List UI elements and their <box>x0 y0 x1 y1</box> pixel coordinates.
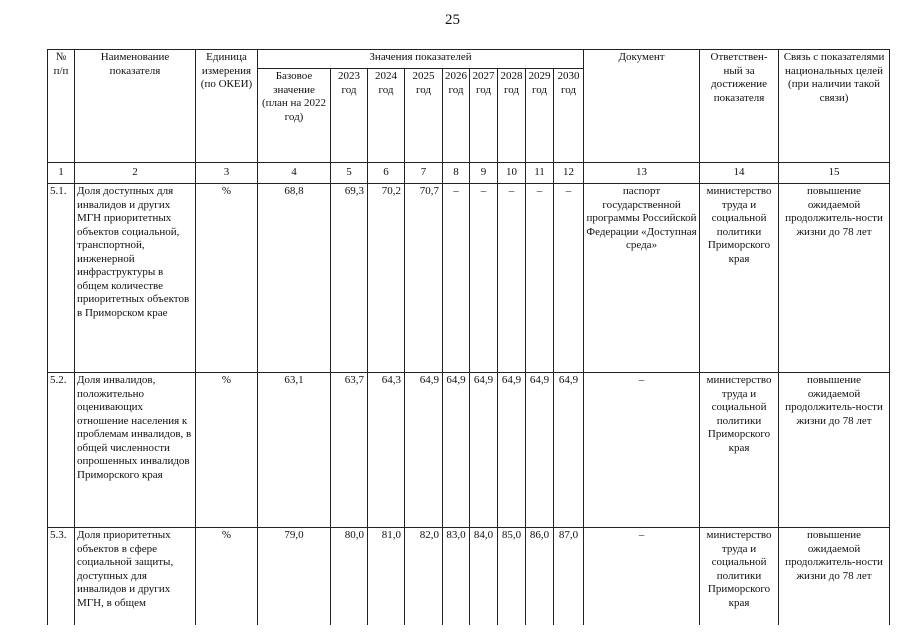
year-value: – <box>498 184 526 373</box>
indicators-table <box>47 49 890 625</box>
column-number: 10 <box>498 163 526 184</box>
row-number: 5.3. <box>48 528 75 626</box>
responsible: министерство труда и социальной политики Приморского края <box>700 184 779 373</box>
year-value: 70,7 <box>405 184 443 373</box>
base-value: 63,1 <box>258 373 331 528</box>
table-row <box>48 373 890 528</box>
national-goal-link: повышение ожидаемой продолжитель-ности жизни до 78 лет <box>779 528 890 626</box>
year-value: 69,3 <box>331 184 368 373</box>
header-year: 2023 год <box>331 69 368 163</box>
column-number: 9 <box>470 163 498 184</box>
year-value: 80,0 <box>331 528 368 626</box>
column-number: 8 <box>443 163 470 184</box>
year-value: 64,3 <box>368 373 405 528</box>
year-value: – <box>554 184 584 373</box>
indicator-unit: % <box>196 528 258 626</box>
year-value: – <box>470 184 498 373</box>
header-responsible: Ответствен-ный за достижение показателя <box>700 50 779 163</box>
year-value: 82,0 <box>405 528 443 626</box>
header-year: 2030 год <box>554 69 584 163</box>
column-number: 14 <box>700 163 779 184</box>
column-number: 11 <box>526 163 554 184</box>
year-value: – <box>526 184 554 373</box>
year-value: 64,9 <box>526 373 554 528</box>
header-year: 2029 год <box>526 69 554 163</box>
indicator-name: Доля доступных для инвалидов и других МГН приоритетных объектов социальной, транспортной, инженерной инфраструктуры в общем количестве приоритетных объектов в Приморском крае <box>75 184 196 373</box>
page-number: 25 <box>445 12 460 28</box>
base-value: 68,8 <box>258 184 331 373</box>
year-value: 83,0 <box>443 528 470 626</box>
header-document: Документ <box>584 50 700 163</box>
column-number: 1 <box>48 163 75 184</box>
column-number: 15 <box>779 163 890 184</box>
document: паспорт государственной программы Российской Федерации «Доступная среда» <box>584 184 700 373</box>
header-row-1 <box>48 50 890 69</box>
header-unit: Единица измерения (по ОКЕИ) <box>196 50 258 163</box>
column-number: 3 <box>196 163 258 184</box>
year-value: 87,0 <box>554 528 584 626</box>
row-number: 5.1. <box>48 184 75 373</box>
year-value: 64,9 <box>470 373 498 528</box>
national-goal-link: повышение ожидаемой продолжитель-ности жизни до 78 лет <box>779 184 890 373</box>
year-value: – <box>443 184 470 373</box>
year-value: 81,0 <box>368 528 405 626</box>
header-base-value: Базовое значение (план на 2022 год) <box>258 69 331 163</box>
header-values-group: Значения показателей <box>258 50 584 69</box>
year-value: 86,0 <box>526 528 554 626</box>
header-year: 2026 год <box>443 69 470 163</box>
indicator-name: Доля приоритетных объектов в сфере социальной защиты, доступных для инвалидов и других МГН, в общем <box>75 528 196 626</box>
indicator-unit: % <box>196 373 258 528</box>
header-year: 2027 год <box>470 69 498 163</box>
column-number: 7 <box>405 163 443 184</box>
document: – <box>584 528 700 626</box>
year-value: 64,9 <box>554 373 584 528</box>
indicator-name: Доля инвалидов, положительно оценивающих отношение населения к проблемам инвалидов, в общей численности опрошенных инвалидов Приморского края <box>75 373 196 528</box>
year-value: 63,7 <box>331 373 368 528</box>
indicator-unit: % <box>196 184 258 373</box>
table-row <box>48 528 890 626</box>
year-value: 64,9 <box>498 373 526 528</box>
header-name: Наименование показателя <box>75 50 196 163</box>
document: – <box>584 373 700 528</box>
header-num: № п/п <box>48 50 75 163</box>
year-value: 64,9 <box>443 373 470 528</box>
base-value: 79,0 <box>258 528 331 626</box>
year-value: 85,0 <box>498 528 526 626</box>
year-value: 64,9 <box>405 373 443 528</box>
column-number: 4 <box>258 163 331 184</box>
row-number: 5.2. <box>48 373 75 528</box>
column-number: 2 <box>75 163 196 184</box>
column-numbers-row <box>48 163 890 184</box>
column-number: 6 <box>368 163 405 184</box>
responsible: министерство труда и социальной политики Приморского края <box>700 528 779 626</box>
header-link: Связь с показателями национальных целей (при наличии такой связи) <box>779 50 890 163</box>
header-year: 2028 год <box>498 69 526 163</box>
header-year: 2024 год <box>368 69 405 163</box>
responsible: министерство труда и социальной политики Приморского края <box>700 373 779 528</box>
header-year: 2025 год <box>405 69 443 163</box>
national-goal-link: повышение ожидаемой продолжитель-ности жизни до 78 лет <box>779 373 890 528</box>
column-number: 5 <box>331 163 368 184</box>
column-number: 13 <box>584 163 700 184</box>
table-row <box>48 184 890 373</box>
year-value: 84,0 <box>470 528 498 626</box>
year-value: 70,2 <box>368 184 405 373</box>
column-number: 12 <box>554 163 584 184</box>
